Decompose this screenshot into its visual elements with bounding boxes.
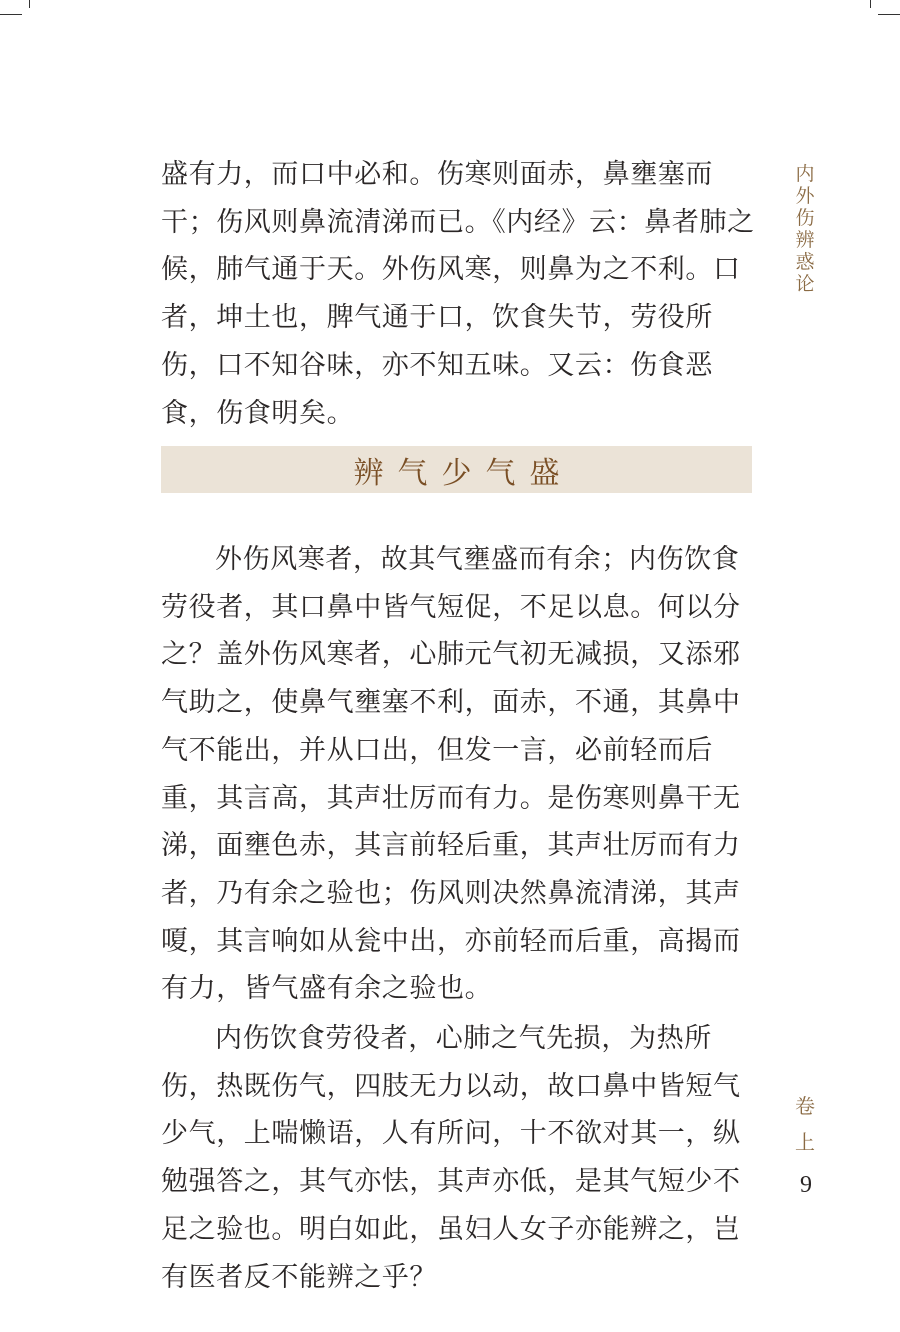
volume-label: 卷上 <box>795 1094 817 1154</box>
section-body <box>161 536 761 1301</box>
crop-mark <box>29 0 30 8</box>
paragraph-text: 外伤风寒者，故其气壅盛而有余；内伤饮食劳役者，其口鼻中皆气短促，不足以息。何以分之？盖外伤风寒者，心肺元气初无减损，又添邪气助之，使鼻气壅塞不利，面赤，不通，其鼻中气不能出，并从口出，但发一言，必前轻而后重，其言高，其声壮厉而有力。是伤寒则鼻干无涕，面壅色赤，其言前轻后重，其声壮厉而有力者，乃有余之验也；伤风则决然鼻流清涕，其声嗄，其言响如从瓮中出，亦前轻而后重，高揭而有力，皆气盛有余之验也。 <box>161 544 741 1005</box>
section-heading-title: 辨气少气盛 <box>353 455 574 491</box>
crop-mark <box>878 14 900 15</box>
crop-mark <box>870 0 871 8</box>
running-head-title: 内外伤辨惑论 <box>795 163 815 295</box>
section-heading <box>161 446 752 493</box>
page-number: 9 <box>800 1172 812 1198</box>
continued-paragraph <box>161 151 761 437</box>
crop-mark <box>0 14 22 15</box>
paragraph-text: 盛有力，而口中必和。伤寒则面赤，鼻壅塞而干；伤风则鼻流清涕而已。《内经》云：鼻者肺之候，肺气通于天。外伤风寒，则鼻为之不利。口者，坤土也，脾气通于口，饮食失节，劳役所伤，口不知谷味，亦不知五味。又云：伤食恶食，伤食明矣。 <box>161 159 755 429</box>
paragraph-text: 内伤饮食劳役者，心肺之气先损，为热所伤，热既伤气，四肢无力以动，故口鼻中皆短气少气，上喘懒语，人有所问，十不欲对其一，纵勉强答之，其气亦怯，其声亦低，是其气短少不足之验也。明白如此，虽妇人女子亦能辨之，岂有医者反不能辨之乎？ <box>161 1023 741 1293</box>
